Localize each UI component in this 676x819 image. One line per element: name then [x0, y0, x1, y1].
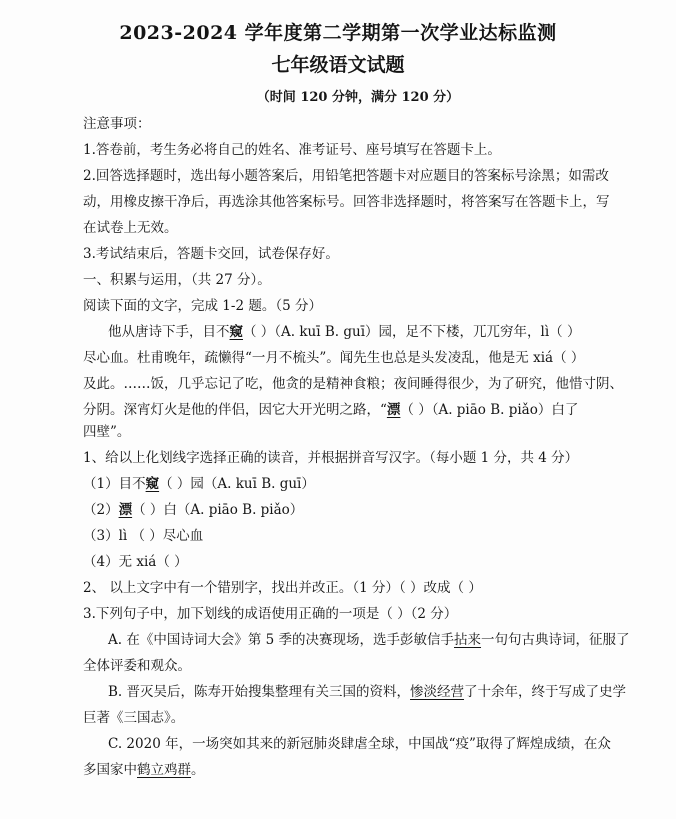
underlined-idiom: 拈来 — [454, 632, 482, 648]
underlined-idiom: 惨淡经营 — [410, 684, 465, 700]
underlined-char: 漂 — [118, 502, 133, 518]
underlined-idiom: 鹤立鸡群 — [137, 762, 191, 778]
note-item-1: 1.答卷前，考生务必将自己的姓名、准考证号、座号填写在答题卡上。 — [83, 142, 501, 158]
note-item-2-line-2: 动，用橡皮擦干净后，再选涂其他答案标号。回答非选择题时，将答案写在答题卡上，写 — [83, 194, 610, 210]
passage-line-5: 四壁”。 — [83, 424, 131, 440]
question-3-option-c-line-2: 多国家中鹤立鸡群。 — [83, 762, 205, 778]
notes-heading: 注意事项： — [83, 116, 151, 132]
question-3-option-b-line-1: B. 晋灭吴后，陈寿开始搜集整理有关三国的资料，惨淡经营了十余年，终于写成了史学 — [108, 684, 627, 700]
exam-info: （时间 120 分钟，满分 120 分） — [256, 90, 460, 105]
exam-subtitle: 七年级语文试题 — [271, 54, 405, 76]
note-item-2-line-1: 2.回答选择题时，选出每小题答案后，用铅笔把答题卡对应题目的答案标号涂黑；如需改 — [83, 168, 609, 184]
question-3-option-b-line-2: 巨著《三国志》。 — [83, 710, 185, 726]
question-3-option-a-line-2: 全体评委和观众。 — [83, 658, 191, 674]
passage-line-1: 他从唐诗下手，目不窥（ ）（A. kuī B. guī）园，足不下楼，兀兀穷年，lì（ ） — [108, 324, 581, 340]
underlined-char: 漂 — [386, 402, 401, 418]
underlined-char: 窥 — [229, 324, 243, 340]
passage-line-3: 及此。……饭，几乎忘记了吃，他贪的是精神食粮；夜间睡得很少，为了研究，他惜寸阴、 — [83, 376, 623, 392]
question-2: 2、 以上文字中有一个错别字，找出并改正。（1 分）（ ）改成（ ） — [83, 580, 482, 596]
question-3-option-c-line-1: C. 2020 年，一场突如其来的新冠肺炎肆虐全球，中国战“疫”取得了辉煌成绩，在众 — [108, 736, 611, 752]
passage-line-2: 尽心血。杜甫晚年，疏懒得“一月不梳头”。闻先生也总是头发凌乱，他是无 xiá（ ） — [83, 350, 585, 366]
exam-title: 2023-2024 学年度第二学期第一次学业达标监测 — [119, 22, 557, 44]
question-3-option-a-line-1: A. 在《中国诗词大会》第 5 季的决赛现场，选手彭敏信手拈来一句句古典诗词，征服了 — [108, 632, 630, 648]
question-1-stem: 1、给以上化划线字选择正确的读音，并根据拼音写汉字。（每小题 1 分，共 4 分） — [83, 450, 579, 466]
question-1-option-2: （2）漂（ ）白（A. piāo B. piǎo） — [83, 502, 304, 518]
question-1-option-3: （3）lì （ ）尽心血 — [83, 528, 204, 544]
note-item-2-line-3: 在试卷上无效。 — [83, 220, 178, 236]
note-item-3: 3.考试结束后，答题卡交回，试卷保存好。 — [83, 246, 339, 262]
question-1-option-4: （4）无 xiá（ ） — [83, 554, 188, 570]
question-3-stem: 3.下列句子中，加下划线的成语使用正确的一项是（ ）（2 分） — [83, 606, 458, 622]
passage-line-4: 分阴。深宵灯火是他的伴侣，因它大开光明之路，“漂（ ）（A. piāo B. piǎo）白了 — [83, 402, 579, 418]
question-1-option-1: （1）目不窥（ ）园（A. kuī B. guī） — [83, 476, 315, 492]
reading-instruction: 阅读下面的文字，完成 1-2 题。（5 分） — [83, 298, 322, 314]
section-heading: 一、积累与运用，（共 27 分）。 — [83, 272, 271, 288]
underlined-char: 窥 — [145, 476, 160, 492]
